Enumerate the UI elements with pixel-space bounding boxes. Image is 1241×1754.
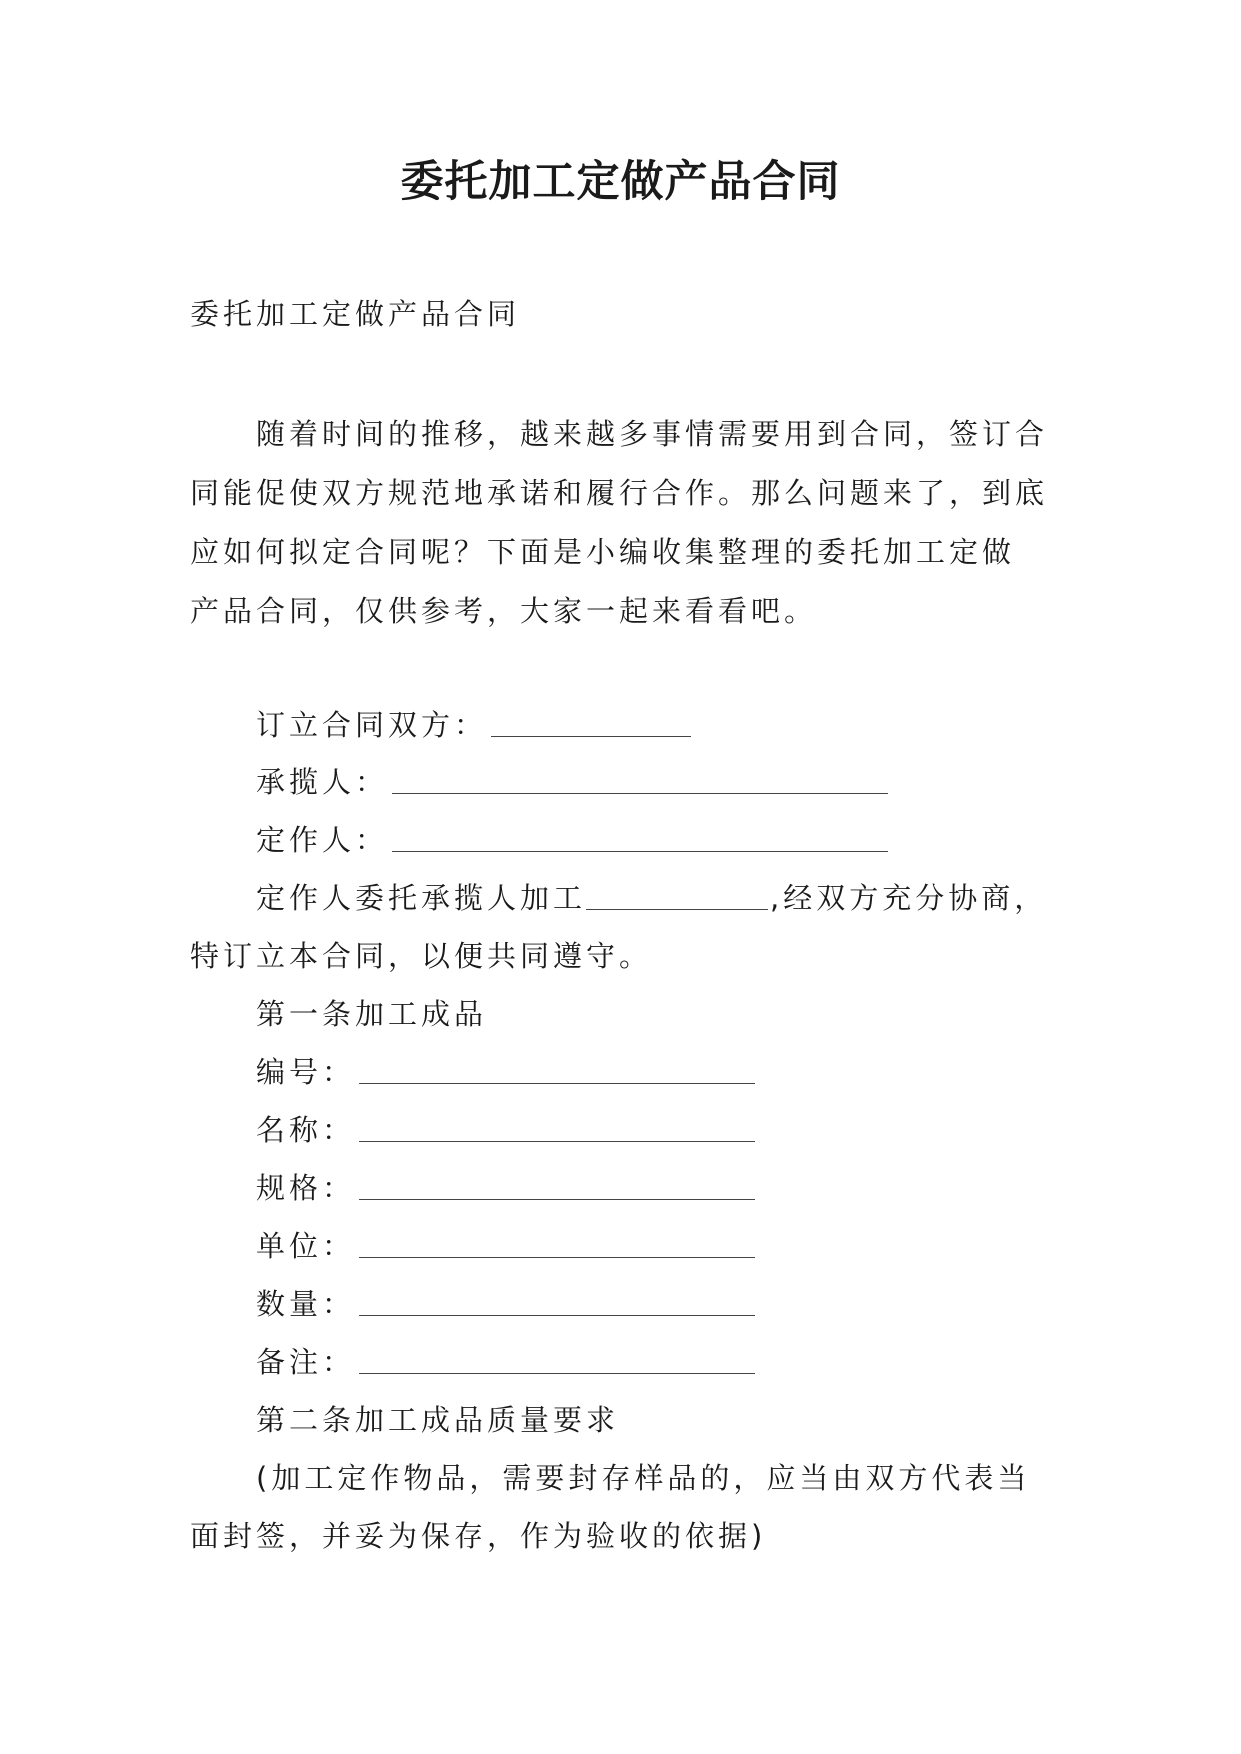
article2-note-line2: 面封签，并妥为保存，作为验收的依据)	[190, 1519, 767, 1553]
field-blank	[359, 1283, 755, 1316]
contractor-row	[256, 757, 888, 807]
field-blank	[359, 1225, 755, 1258]
field-row-quantity	[256, 1279, 755, 1329]
article2-title: 第二条加工成品质量要求	[256, 1403, 620, 1437]
intro-line: 应如何拟定合同呢？下面是小编收集整理的委托加工定做	[190, 535, 1016, 569]
intro-line: 产品合同，仅供参考，大家一起来看看吧。	[190, 594, 818, 628]
article1-title: 第一条加工成品	[256, 997, 488, 1031]
field-blank	[359, 1051, 755, 1084]
document-title: 委托加工定做产品合同	[400, 157, 841, 207]
field-label: 单位：	[256, 1229, 356, 1263]
field-row-number	[256, 1047, 755, 1097]
field-blank	[359, 1109, 755, 1142]
commission-suffix: ,经双方充分协商，	[770, 881, 1048, 915]
field-row-name	[256, 1105, 755, 1155]
document-subtitle: 委托加工定做产品合同	[190, 297, 521, 331]
commission-prefix: 定作人委托承揽人加工	[256, 881, 587, 915]
commission-blank	[586, 877, 768, 910]
commission-line2: 特订立本合同，以便共同遵守。	[190, 939, 653, 973]
field-row-spec	[256, 1163, 755, 1213]
contractor-label: 承揽人：	[256, 765, 389, 799]
contractor-blank	[392, 761, 888, 794]
field-row-remarks	[256, 1337, 755, 1387]
intro-paragraph	[190, 405, 1050, 641]
parties-blank	[491, 704, 691, 737]
field-label: 编号：	[256, 1055, 356, 1089]
intro-line: 同能促使双方规范地承诺和履行合作。那么问题来了，到底	[190, 476, 1049, 510]
orderer-blank	[392, 819, 888, 852]
field-blank	[359, 1167, 755, 1200]
field-row-unit	[256, 1221, 755, 1271]
orderer-label: 定作人：	[256, 823, 389, 857]
article2-note-line1: (加工定作物品，需要封存样品的，应当由双方代表当	[256, 1461, 1031, 1495]
field-label: 规格：	[256, 1171, 356, 1205]
field-label: 数量：	[256, 1287, 356, 1321]
intro-line: 随着时间的推移，越来越多事情需要用到合同，签订合	[256, 417, 1049, 451]
field-label: 备注：	[256, 1345, 356, 1379]
field-blank	[359, 1341, 755, 1374]
orderer-row	[256, 815, 888, 865]
parties-label: 订立合同双方：	[256, 708, 488, 742]
parties-row	[256, 700, 691, 750]
field-label: 名称：	[256, 1113, 356, 1147]
commission-row	[256, 873, 1047, 923]
